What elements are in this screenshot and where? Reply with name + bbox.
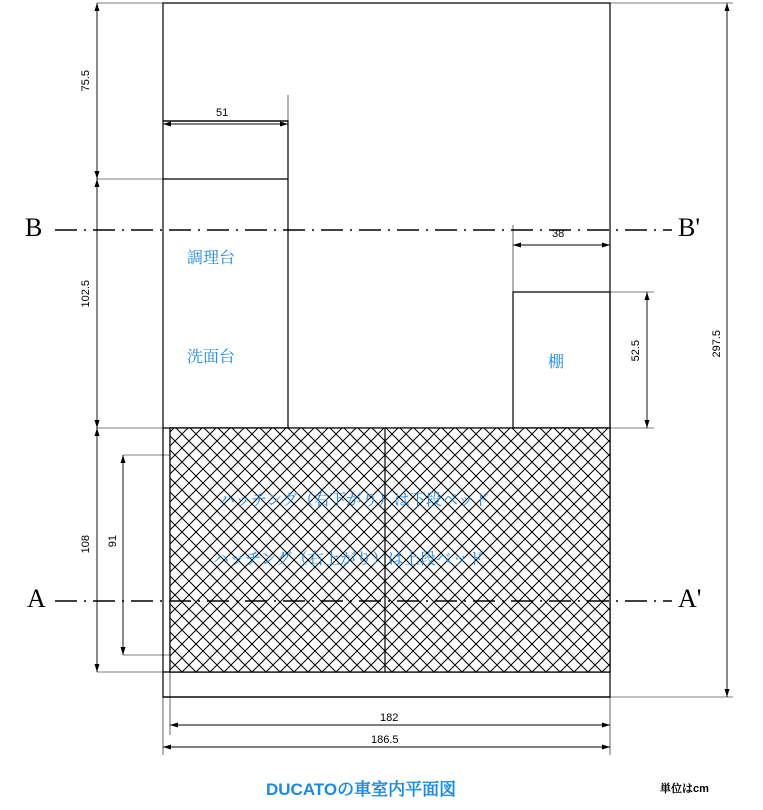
dimension-mid-left-vertical: 102.5 <box>80 280 92 308</box>
dimension-top-left-vertical: 75.5 <box>80 70 92 92</box>
dimension-shelf-width: 38 <box>552 228 565 240</box>
room-label-washbasin: 洗面台 <box>187 349 236 366</box>
hatch-note-lower-bed: ハッチング（右下がり）は下段ベッド <box>219 492 490 509</box>
room-label-shelf: 棚 <box>548 354 565 371</box>
section-mark-a-left: A <box>27 584 46 613</box>
dimension-bed-width-inner: 182 <box>380 712 399 724</box>
dimension-shelf-height: 52.5 <box>630 340 642 362</box>
hatch-note-upper-bed: ハッチング（右上がり）は上段ベッド <box>213 551 484 568</box>
dimension-counter-width: 51 <box>216 107 229 119</box>
section-mark-b-left: B <box>25 213 43 242</box>
section-mark-b-right: B' <box>678 213 701 242</box>
dimension-bed-depth-outer: 108 <box>80 535 92 554</box>
section-mark-a-right: A' <box>678 584 702 613</box>
room-label-counter: 調理台 <box>187 250 236 267</box>
dimension-overall-height: 297.5 <box>711 330 723 358</box>
dimension-bed-width-outer: 186.5 <box>371 734 399 746</box>
dimension-bed-depth-inner: 91 <box>107 535 119 548</box>
diagram-title: DUCATOの車室内平面図 <box>266 780 457 799</box>
unit-note: 単位はcm <box>660 783 709 795</box>
